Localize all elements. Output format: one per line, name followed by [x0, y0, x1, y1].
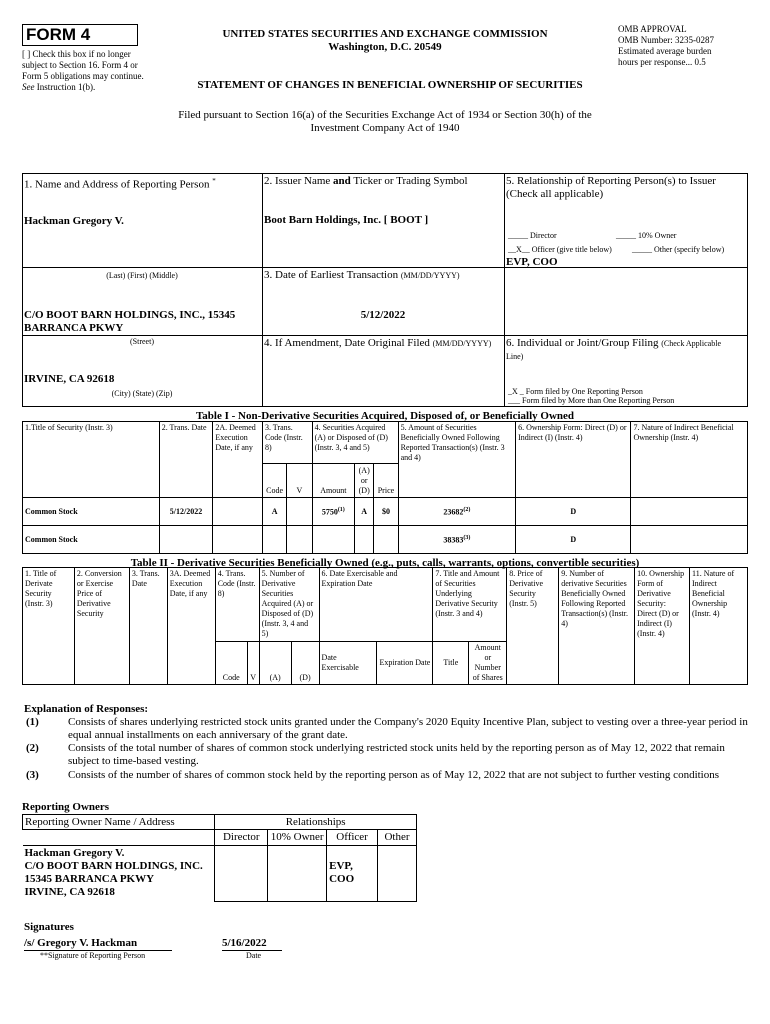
note-2-text: Consists of the total number of shares of common stock underlying restricted stock units held by the reporting person as of May 12, 2022 that remain subject to time-based vesting.: [68, 742, 725, 767]
reporting-person-name: Hackman Gregory V.: [24, 215, 124, 227]
t2-sub-date-exercisable: Date Exercisable: [319, 642, 377, 685]
owner-officer-title: EVP, COO: [327, 846, 378, 902]
t1-sub-code: Code: [262, 464, 286, 498]
t2-header-nature: 11. Nature of Indirect Beneficial Ownership (Instr. 4): [689, 568, 747, 685]
director-checkbox[interactable]: _____ Director: [508, 231, 557, 240]
issuer-name: Boot Barn Holdings, Inc. [ BOOT ]: [264, 214, 429, 226]
t2-header-form: 10. Ownership Form of Derivative Security: Direct (D) or Indirect (I) (Instr. 4): [635, 568, 690, 685]
t1-sub-price: Price: [374, 464, 398, 498]
note-3-text: Consists of the number of shares of common stock held by the reporting person as of May 12, 2022 that are not subject to further vesting conditions: [68, 769, 720, 781]
t2-sub-expiration: Expiration Date: [377, 642, 433, 685]
owners-heading: Reporting Owners: [22, 801, 110, 813]
owners-col-relationships: Relationships: [215, 815, 417, 830]
form-title: FORM 4: [22, 24, 138, 46]
t1-header-title: 1.Title of Security (Instr. 3): [23, 422, 160, 498]
filed-pursuant-line2: Investment Company Act of 1940: [310, 122, 460, 134]
explanation-heading: Explanation of Responses:: [24, 703, 149, 715]
box1-label: 1. Name and Address of Reporting Person *: [24, 177, 216, 191]
table2-title: Table II - Derivative Securities Beneficially Owned (e.g., puts, calls, warrants, options, convertible securities): [130, 557, 640, 569]
owners-col-name: Reporting Owner Name / Address: [23, 815, 215, 830]
t1-header-form: 6. Ownership Form: Direct (D) or Indirect (I) (Instr. 4): [516, 422, 631, 498]
t1-header-deemed: 2A. Deemed Execution Date, if any: [213, 422, 263, 498]
table1: [22, 421, 748, 554]
note-2-number: (2): [26, 742, 39, 754]
ten-percent-owner-checkbox[interactable]: _____ 10% Owner: [616, 231, 677, 240]
owners-col-10pct: 10% Owner: [268, 830, 327, 846]
t2-sub-code: Code: [215, 642, 247, 685]
t1-sub-amount: Amount: [312, 464, 355, 498]
t2-header-title: 1. Title of Derivate Security (Instr. 3): [23, 568, 75, 685]
t2-sub-amount: Amount or Number of Shares: [469, 642, 507, 685]
filed-pursuant-line1: Filed pursuant to Section 16(a) of the Securities Exchange Act of 1934 or Section 30(h) of the: [178, 109, 592, 121]
table-row: Common Stock 5/12/2022 A 5750$^{(1)}$ A $0 23682$^{(2)}$ D: [23, 498, 748, 526]
owners-table: [22, 814, 417, 902]
box6-label: 6. Individual or Joint/Group Filing (Check Applicable Line): [506, 337, 721, 361]
officer-title: EVP, COO: [506, 256, 558, 268]
box4-label: 4. If Amendment, Date Original Filed (MM/DD/YYYY): [264, 337, 492, 349]
t1-sub-aord: (A) or (D): [355, 464, 374, 498]
t2-header-deemed: 3A. Deemed Execution Date, if any: [167, 568, 215, 685]
street-address: C/O BOOT BARN HOLDINGS, INC., 15345 BARRANCA PKWY: [24, 309, 236, 334]
signatures-heading: Signatures: [24, 921, 74, 933]
street-label: (Street): [130, 337, 154, 346]
filed-one-option[interactable]: _X _ Form filed by One Reporting Person: [508, 387, 643, 396]
signature-date: 5/16/2022: [222, 937, 282, 951]
owners-col-director: Director: [215, 830, 268, 846]
t1-header-owned: 5. Amount of Securities Beneficially Owned Following Reported Transaction(s) (Instr. 3 and 4): [398, 422, 515, 498]
note-1-number: (1): [26, 716, 39, 728]
t2-header-underlying: 7. Title and Amount of Securities Underlying Derivative Security (Instr. 3 and 4): [433, 568, 507, 642]
t2-header-conversion: 2. Conversion or Exercise Price of Derivative Security: [74, 568, 129, 685]
owners-col-officer: Officer: [327, 830, 378, 846]
agency-name: UNITED STATES SECURITIES AND EXCHANGE COMMISSION: [222, 28, 548, 40]
t2-sub-d: (D): [291, 642, 319, 685]
owner-address: Hackman Gregory V. C/O BOOT BARN HOLDINGS, INC. 15345 BARRANCA PKWY IRVINE, CA 92618: [23, 846, 215, 902]
agency-location: Washington, D.C. 20549: [328, 41, 442, 53]
t1-header-nature: 7. Nature of Indirect Beneficial Ownership (Instr. 4): [631, 422, 748, 498]
table2: [22, 567, 748, 685]
date-label: Date: [246, 951, 262, 960]
note-3-number: (3): [26, 769, 39, 781]
reporting-info-grid: [22, 173, 748, 407]
t2-sub-v: V: [247, 642, 259, 685]
statement-title: STATEMENT OF CHANGES IN BENEFICIAL OWNERSHIP OF SECURITIES: [197, 79, 583, 91]
other-checkbox[interactable]: _____ Other (specify below): [632, 245, 725, 254]
name-parts-label: (Last) (First) (Middle): [106, 271, 178, 280]
note-1-text: Consists of shares underlying restricted stock units granted under the Company's 2020 Equity Incentive Plan, subject to vesting over a three-year period in equal annual installments on each anniversary of the grant date.: [68, 716, 748, 741]
t2-sub-a: (A): [259, 642, 291, 685]
officer-checkbox[interactable]: __X__ Officer (give title below): [508, 245, 612, 254]
t2-header-exercisable: 6. Date Exercisable and Expiration Date: [319, 568, 433, 642]
table-row: [23, 846, 417, 902]
city-label: (City) (State) (Zip): [111, 389, 173, 398]
t1-header-date: 2. Trans. Date: [159, 422, 213, 498]
box5-label: 5. Relationship of Reporting Person(s) to Issuer (Check all applicable): [506, 175, 716, 200]
earliest-transaction-date: 5/12/2022: [360, 309, 406, 321]
check-box-notice: [ ] Check this box if no longer subject to Section 16. Form 4 or Form 5 obligations may continue. See Instruction 1(b).: [22, 49, 144, 92]
box3-label: 3. Date of Earliest Transaction (MM/DD/YYYY): [264, 269, 460, 281]
t1-header-securities: 4. Securities Acquired (A) or Disposed of (D) (Instr. 3, 4 and 5): [312, 422, 398, 464]
filed-more-option[interactable]: ___ Form filed by More than One Reporting Person: [508, 396, 675, 405]
signature-label: **Signature of Reporting Person: [40, 951, 146, 960]
table-row: Common Stock 38383$^{(3)}$ D: [23, 526, 748, 554]
t2-header-number-owned: 9. Number of derivative Securities Beneficially Owned Following Reported Transaction(s) (Instr. 4): [559, 568, 635, 685]
city-state-zip: IRVINE, CA 92618: [24, 373, 115, 385]
table1-title: Table I - Non-Derivative Securities Acquired, Disposed of, or Beneficially Owned: [195, 410, 575, 422]
t2-header-price: 8. Price of Derivative Security (Instr. 5): [507, 568, 559, 685]
omb-approval-box: OMB APPROVAL OMB Number: 3235-0287 Estimated average burden hours per response... 0.5: [618, 24, 714, 67]
t2-header-number: 5. Number of Derivative Securities Acquired (A) or Disposed of (D) (Instr. 3, 4 and 5): [259, 568, 319, 642]
t1-header-code: 3. Trans. Code (Instr. 8): [262, 422, 312, 464]
t2-sub-title: Title: [433, 642, 469, 685]
t1-sub-v: V: [287, 464, 312, 498]
owners-col-other: Other: [378, 830, 417, 846]
signature: /s/ Gregory V. Hackman: [24, 937, 172, 951]
t2-header-date: 3. Trans. Date: [129, 568, 167, 685]
box2-label: 2. Issuer Name and Ticker or Trading Symbol: [264, 175, 468, 187]
t2-header-code: 4. Trans. Code (Instr. 8): [215, 568, 259, 642]
